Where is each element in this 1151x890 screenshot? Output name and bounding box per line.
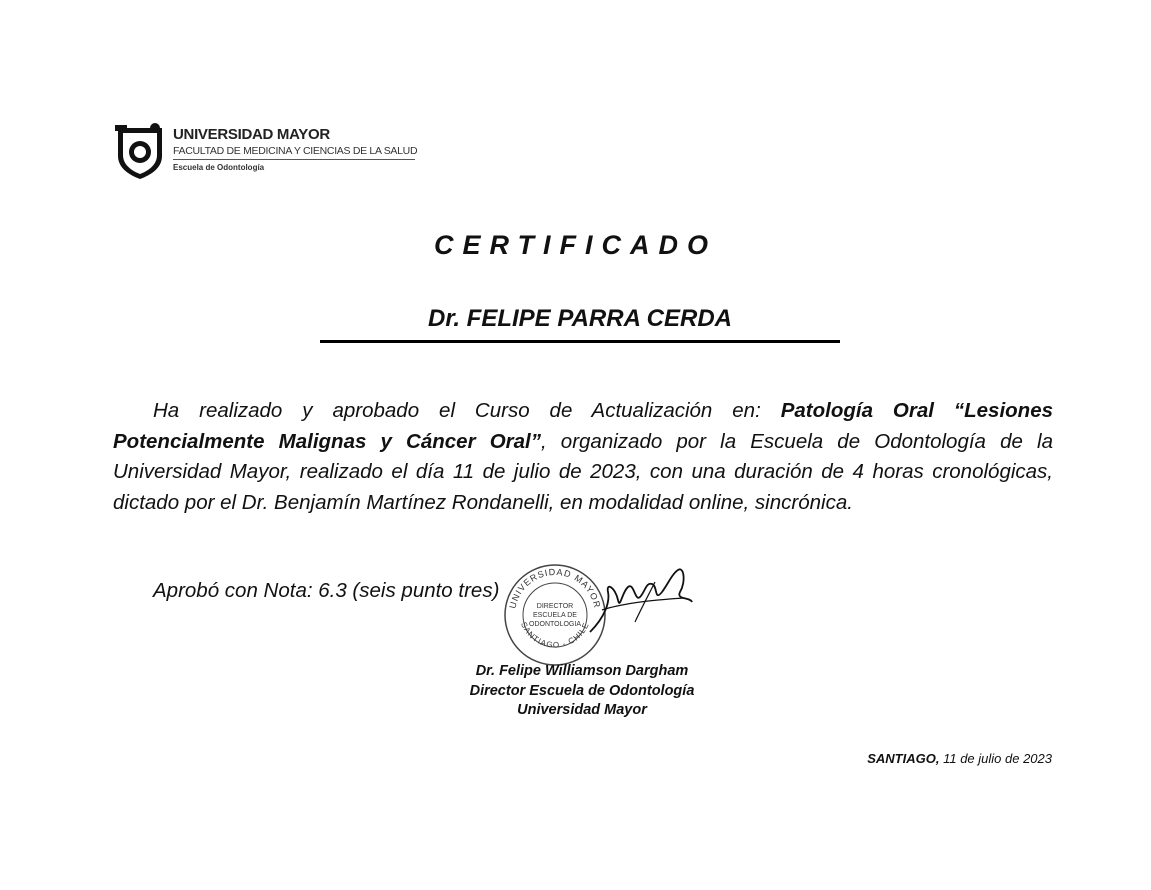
recipient-underline [320,340,840,343]
stamp-bottom-text: SANTIAGO - CHILE [519,620,591,650]
signer-name: Dr. Felipe Williamson Dargham [475,663,689,679]
university-shield-icon [115,122,165,180]
place-date [867,751,1052,766]
recipient-name: Dr. FELIPE PARRA CERDA [427,305,733,332]
place: SANTIAGO, [867,751,940,766]
university-name: UNIVERSIDAD MAYOR [173,126,330,143]
issue-date: 11 de julio de 2023 [939,751,1052,766]
logo-divider [173,159,415,160]
certificate-body [113,396,1053,518]
course-name: Patología Oral “Lesiones Potencialmente Malignas y Cáncer Oral” [113,399,1053,453]
faculty-name: FACULTAD DE MEDICINA Y CIENCIAS DE LA SALUD [173,145,418,157]
certificate-title: CERTIFICADO [433,230,717,260]
stamp-top-text: UNIVERSIDAD MAYOR [507,566,603,610]
school-name: Escuela de Odontología [173,163,265,172]
stamp-inner-line-2: ESCUELA DE [533,612,577,619]
body-details: , organizado por la Escuela de Odontología de la Universidad Mayor, realizado el día 11 de julio de 2023, con una duración de 4 horas cronológicas, dictado por el Dr. Benjamín Martínez Rondanelli, en modalidad online, sincrónica. [113,429,1053,514]
handwritten-signature [580,562,700,642]
signer-role: Director Escuela de Odontología [469,682,695,699]
body-intro: Ha realizado y aprobado el Curso de Actualización en: [153,399,781,422]
signer-block [382,662,782,721]
university-logo [115,122,425,182]
stamp-inner-line-1: DIRECTOR [536,603,574,610]
grade-text: Aprobó con Nota: 6.3 (seis punto tres) [153,579,500,602]
signer-institution: Universidad Mayor [517,702,647,718]
stamp-inner-line-3: ODONTOLOGIA [529,621,581,628]
